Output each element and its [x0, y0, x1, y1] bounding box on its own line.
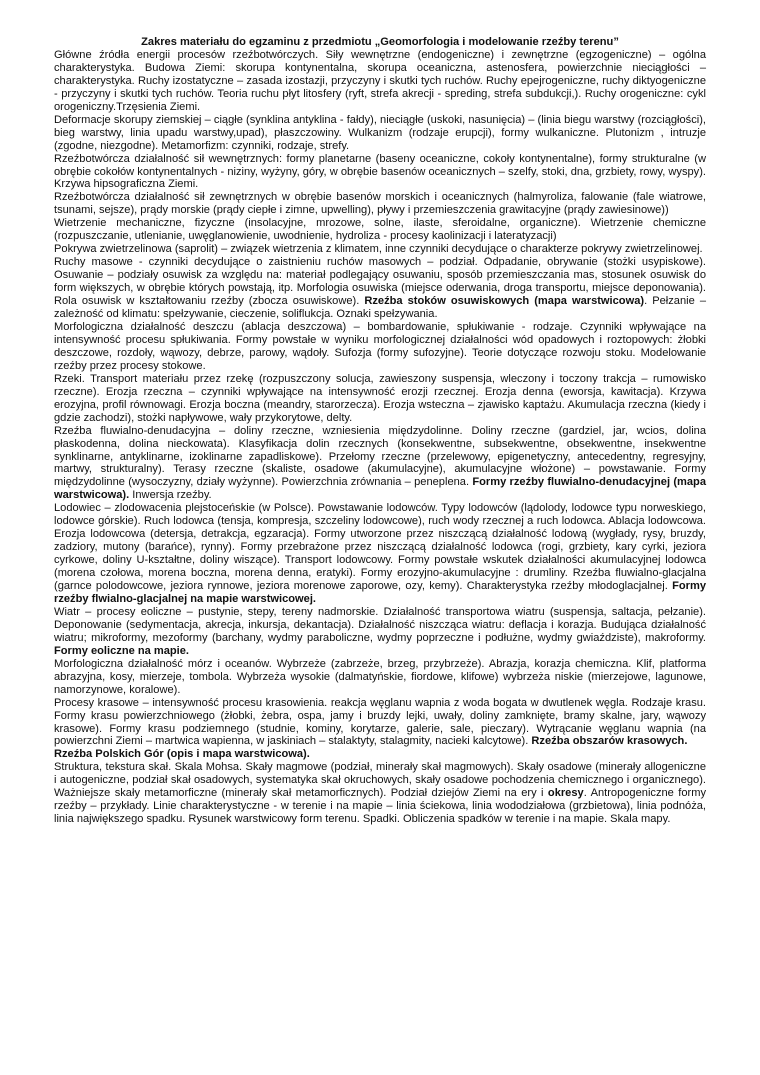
paragraph	[54, 114, 706, 153]
text-run: Rzeźbotwórcza działalność sił zewnętrznych w obrębie basenów morskich i oceanicznych (halmyroliza, falowanie (fale wiatrowe, tsunami, sejsze), prądy morskie (prądy ciepłe i zimne, upwelling), pływy i przemieszczenia grawitacyjne (prądy zawiesinowe))	[54, 191, 706, 217]
text-run: Wiatr – procesy eoliczne – pustynie, stepy, tereny nadmorskie. Działalność transportowa wiatru (suspensja, saltacja, pełzanie). Deponowanie (sedymentacja, akrecja, inkursja, dekantacja). Działalność niszcząca wiatru: deflacja i korazja. Budująca działalność wiatru; mikroformy, mezoformy (barchany, wydmy paraboliczne, wydmy poprzeczne i podłużne, wydmy gwiaździste), makroformy.	[54, 605, 706, 644]
text-run: Morfologiczna działalność mórz i oceanów. Wybrzeże (zabrzeże, brzeg, przybrzeże). Abrazja, korazja chemiczna. Klif, platforma abrazyjna, kosy, mierzeje, tombola. Wybrzeża wysokie (dalmatyńskie, fiordowe, klifowe) wybrzeża niskie (mierzejowe, lagunowe, namorzynowe, koralowe).	[54, 657, 706, 696]
text-run: Główne źródła energii procesów rzeźbotwórczych. Siły wewnętrzne (endogeniczne) i zewnętrzne (egzogeniczne) – ogólna charakterystyka. Budowa Ziemi: skorupa kontynentalna, skorupa oceaniczna, astenosfera, powierzchnie nieciągłości – charakterystyka. Ruchy izostatyczne – zasada izostazji, przyczyny i skutki tych ruchów. Ruchy epejrogeniczne, ruchy diktyogeniczne - przyczyny i skutki tych ruchów. Teoria ruchu płyt litosfery (ryft, strefa akrecji - spreding, strefa subdukcji,). Ruchy orogeniczne: cykl orogeniczny.Trzęsienia Ziemi.	[54, 48, 706, 113]
paragraph	[54, 191, 706, 217]
paragraph	[54, 697, 706, 749]
text-run: Ruchy masowe - czynniki decydujące o zaistnieniu ruchów masowych – podział. Odpadanie, obrywanie (stożki usypiskowe). Osuwanie – podziały osuwisk za względu na: materiał podlegający osuwaniu, sposób przemieszczania mas, stosunek osuwisk do form większych, w obrębie których powstają, itp. Morfologia osuwiska (miejsce oderwania, droga transportu, miejsce deponowania). Rola osuwisk w kształtowaniu rzeźby (zbocza osuwiskowe).	[54, 256, 706, 308]
text-run: Inwersja rzeźby.	[129, 489, 212, 502]
text-run: Morfologiczna działalność deszczu (ablacja deszczowa) – bombardowanie, spłukiwanie - rodzaje. Czynniki wpływające na intensywność procesu spłukiwania. Formy powstałe w wyniku morfologicznej działalności wód opadowych i roztopowych: żłobki deszczowe, rozdoły, wąwozy, debrze, parowy, wądoły. Sufozja (formy sufozyjne). Teorie dotyczące rozwoju stoku. Modelowanie rzeźby przez procesy stokowe.	[54, 320, 706, 372]
paragraph	[54, 606, 706, 658]
paragraph	[54, 748, 706, 761]
paragraph	[54, 243, 706, 256]
text-run: Lodowiec – zlodowacenia plejstoceńskie (w Polsce). Powstawanie lodowców. Typy lodowców (lądolody, lodowce typu norweskiego, lodowce górskie). Ruch lodowca (tensja, kompresja, szczeliny lodowcowe), ruch wody rzecznej a ruch lodowca. Ablacja lodowcowa. Erozja lodowcowa (detersja, detrakcja, egzaracja). Formy utworzone przez niszczącą działalność lodową (wygłady, rysy, bruzdy, zadziory, mutony (barańce), rynny). Formy przebrażone przez niszczącą działalność lodowca (rogi, grzbiety, kary cyrki, jeziora cyrkowe, doliny U-kształtne, doliny wiszące). Transport lodowcowy. Formy powstałe wskutek działalności akumulacyjnej lodowca (morena czołowa, morena boczna, morena denna, eratyki). Formy erozyjno-akumulacyjne : drumliny. Rzeźba fluwialno-glacjalna (garnce polodowcowe, jeziora rynnowe, jeziora morenowe zaporowe, ozy, kemy). Charakterystyka rzeźby młodoglacjalnej.	[54, 502, 706, 593]
paragraph	[54, 217, 706, 243]
bold-text-run: Formy eoliczne na mapie.	[54, 644, 190, 657]
text-run: Procesy krasowe – intensywność procesu krasowienia. reakcja węglanu wapnia z woda bogata w dwutlenek węgla. Rodzaje krasu. Formy krasu powierzchniowego (żłobki, żebra, ospa, jamy i bruzdy lejki, uwały, doliny zamknięte, bramy skalne, jary, wąwozy krasowe). Formy krasu podziemnego (studnie, kominy, korytarze, galerie, sale, pieczary). Wytrącanie węglanu wapnia (na powierzchni Ziemi – martwica wapienna, w jaskiniach – stalaktyty, stalagmity, nacieki kalcytowe).	[54, 696, 706, 748]
text-run: Pokrywa zwietrzelinowa (saprolit) – związek wietrzenia z klimatem, inne czynniki decydujące o charakterze pokrywy zwietrzelinowej.	[54, 243, 703, 256]
text-run: Wietrzenie mechaniczne, fizyczne (insolacyjne, mrozowe, solne, ilaste, sferoidalne, organiczne). Wietrzenie chemiczne (rozpuszczanie, utlenianie, uwęglanowienie, uwodnienie, hydroliza - procesy kaolinizacji i lateratyzacji)	[54, 217, 706, 243]
text-run: Rzeki. Transport materiału przez rzekę (rozpuszczony solucja, zawieszony suspensja, wleczony i toczony trakcja – rumowisko rzeczne). Erozja rzeczna – czynniki wpływające na intensywność erozji rzecznej. Erozja denna (eworsja, kawitacja). Krzywa erozyjna, profil równowagi. Erozja boczna (meandry, starorzecza). Erozja wsteczna – zjawisko kaptażu. Akumulacja rzeczna (kiedy i gdzie zachodzi), stożki napływowe, wały przykorytowe, delty.	[54, 372, 706, 424]
text-run: . Antropogeniczne formy rzeźby – przykłady. Linie charakterystyczne - w terenie i na mapie – linia ściekowa, linia wododziałowa (grzbietowa), linia podnóża, linia największego spadku. Rysunek warstwicowy form terenu. Spadki. Obliczenia spadków w terenie i na mapie. Skala mapy.	[54, 787, 706, 826]
text-run: Deformacje skorupy ziemskiej – ciągłe (synklina antyklina - fałdy), nieciągłe (uskoki, nasunięcia) – (linia biegu warstwy (rozciągłości), bieg warstwy, linia upadu warstwy,upad), płaszczowiny. Wulkanizm (rodzaje erupcji), formy wulkaniczne. Plutonizm , intruzje (zgodne, niezgodne). Metamorfizm: czynniki, rodzaje, strefy.	[54, 113, 706, 152]
bold-text-run: Rzeźba Polskich Gór (opis i mapa warstwicowa).	[54, 748, 310, 761]
document-title: Zakres materiału do egzaminu z przedmiotu „Geomorfologia i modelowanie rzeźby terenu”	[141, 36, 619, 48]
bold-text-run: okresy	[547, 787, 584, 800]
paragraph	[54, 373, 706, 425]
text-run: . Pełzanie – zależność od klimatu: spełzywanie, cieczenie, soliflukcja. Oznaki spełzywania.	[54, 295, 707, 321]
paragraph	[54, 761, 706, 826]
text-run: Rzeźba fluwialno-denudacyjna – doliny rzeczne, wzniesienia międzydolinne. Doliny rzeczne (gardziel, jar, wcios, dolina płaskodenna, dolina nieckowata). Klasyfikacja dolin rzecznych (konsekwentne, subsekwentne, obsekwentne, insekwentne synklinarne, antyklinarne, izoklinarne zapadliskowe). Przełomy rzeczne (przelewowy, epigenetyczny, antecedentny, regresyjny, martwy, strukturalny). Terasy rzeczne (skaliste, osadowe (akumulacyjne), akumulacyjne włożone) – powstawanie. Formy międzydolinne (wysoczyzny, działy wyżynne). Powierzchnia zrównania – peneplena.	[54, 424, 706, 489]
text-run: Struktura, tekstura skał. Skala Mohsa. Skały magmowe (podział, minerały skał magmowych). Skały osadowe (minerały allogeniczne i autogeniczne, podział skał osadowych, systematyka skał okruchowych, skały osadowe pochodzenia chemicznego i organicznego). Ważniejsze skały metamorficzne (minerały skał metamorficznych). Podział dziejów Ziemi na ery i	[54, 761, 706, 800]
paragraph	[54, 49, 706, 114]
paragraph	[54, 425, 706, 503]
bold-text-run: Rzeźba obszarów krasowych.	[531, 735, 688, 748]
bold-text-run: Formy rzeźby flwialno-glacjalnej na mapie warstwicowej.	[54, 580, 706, 605]
bold-text-run: Formy rzeźby fluwialno-denudacyjnej (mapa warstwicowa).	[54, 476, 706, 502]
document-body	[54, 49, 706, 826]
paragraph	[54, 321, 706, 373]
text-run: Rzeźbotwórcza działalność sił wewnętrznych: formy planetarne (baseny oceaniczne, cokoły kontynentalne), formy strukturalne (w obrębie cokołów kontynentalnych - niziny, wyżyny, góry, w obrębie basenów oceanicznych – szelfy, stoki, dna, grzbiety, rowy, wyspy). Krzywa hipsograficzna Ziemi.	[54, 152, 706, 191]
paragraph	[54, 502, 706, 606]
bold-text-run: Rzeźba stoków osuwiskowych (mapa warstwicowa)	[364, 295, 645, 308]
paragraph	[54, 256, 706, 321]
paragraph	[54, 153, 706, 192]
paragraph	[54, 658, 706, 697]
